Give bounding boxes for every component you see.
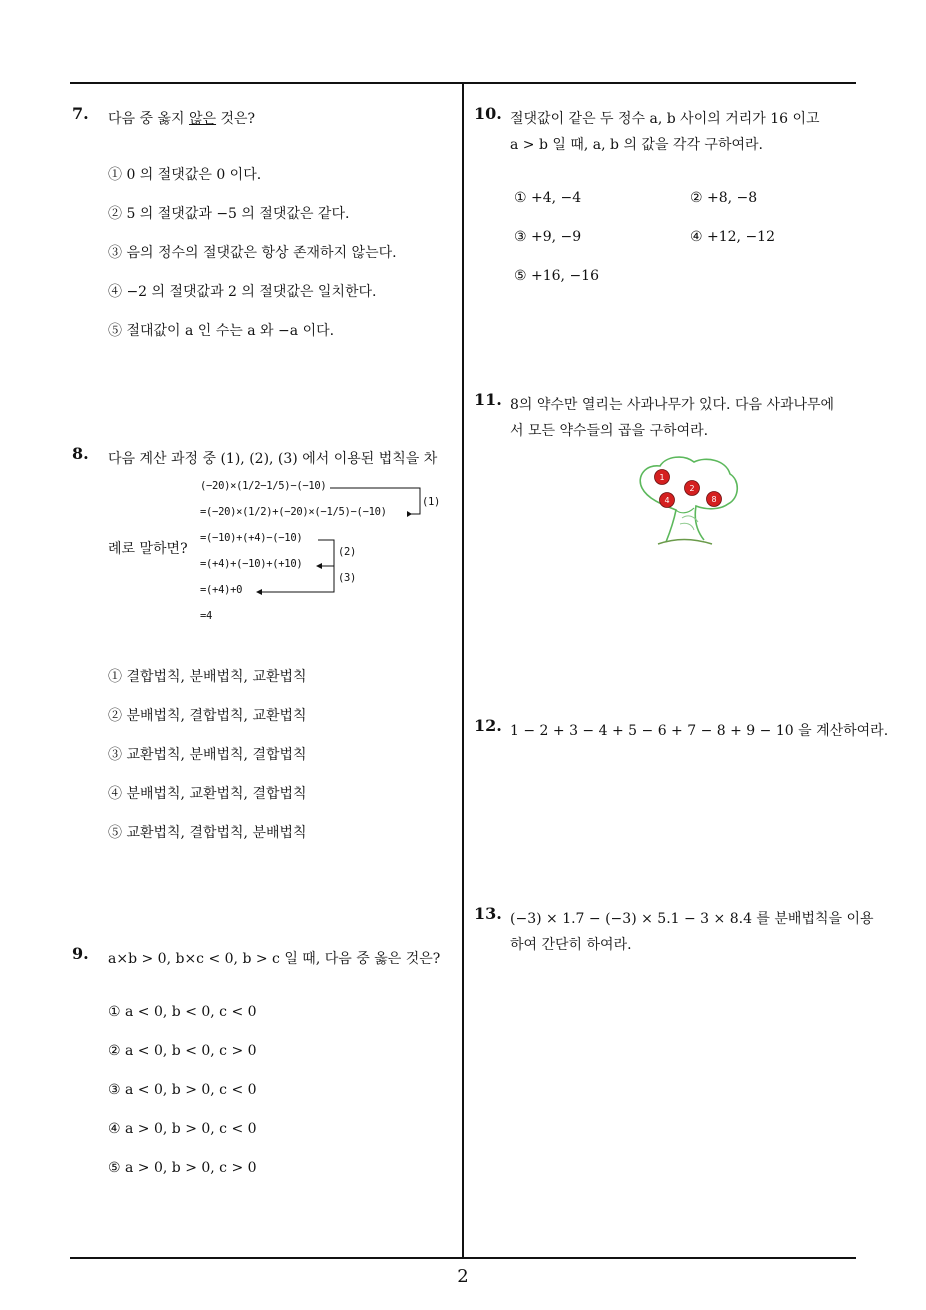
option-4[interactable]: ④ −2 의 절댓값과 2 의 절댓값은 일치한다. — [108, 284, 377, 300]
apple-label-4: 4 — [664, 496, 670, 505]
calc-step-3: =(−10)+(+4)−(−10) — [200, 532, 303, 544]
step-arrows — [72, 444, 456, 644]
option-2[interactable]: ② +8, −8 — [690, 190, 758, 206]
option-2[interactable]: ② 분배법칙, 결합법칙, 교환법칙 — [108, 708, 307, 724]
question-text-line1: (−3) × 1.7 − (−3) × 5.1 − 3 × 8.4 를 분배법칙을 이용 — [510, 911, 874, 927]
option-3[interactable]: ③ 교환법칙, 분배법칙, 결합법칙 — [108, 747, 307, 763]
apple-label-1: 1 — [659, 473, 665, 482]
page-number: 2 — [457, 1266, 469, 1287]
apple-label-2: 2 — [689, 484, 695, 493]
question-8 — [72, 444, 456, 844]
question-text: 1 − 2 + 3 − 4 + 5 − 6 + 7 − 8 + 9 − 10 을 계산하여라. — [510, 723, 889, 739]
apple-label-8: 8 — [711, 495, 717, 504]
question-text-line1: 다음 계산 과정 중 (1), (2), (3) 에서 이용된 법칙을 차 — [108, 451, 438, 467]
calc-step-5: =(+4)+0 — [200, 584, 243, 596]
calc-step-2: =(−20)×(1/2)+(−20)×(−1/5)−(−10) — [200, 506, 387, 518]
option-2[interactable]: ② 5 의 절댓값과 −5 의 절댓값은 같다. — [108, 206, 350, 222]
option-2[interactable]: ② a < 0, b < 0, c > 0 — [108, 1043, 257, 1059]
question-13 — [474, 904, 874, 964]
question-number: 9. — [72, 944, 89, 963]
question-number: 10. — [474, 104, 502, 123]
option-3[interactable]: ③ +9, −9 — [514, 229, 582, 245]
option-3[interactable]: ③ a < 0, b > 0, c < 0 — [108, 1082, 257, 1098]
question-7 — [72, 104, 452, 364]
label-3: (3) — [338, 572, 357, 584]
question-text-line2: 하여 간단히 하여라. — [510, 937, 632, 953]
option-5[interactable]: ⑤ 절대값이 a 인 수는 a 와 −a 이다. — [108, 323, 335, 339]
option-5[interactable]: ⑤ +16, −16 — [514, 268, 599, 284]
label-2: (2) — [338, 546, 357, 558]
option-4[interactable]: ④ a > 0, b > 0, c < 0 — [108, 1121, 257, 1137]
question-text-line2: a > b 일 때, a, b 의 값을 각각 구하여라. — [510, 137, 763, 153]
question-number: 7. — [72, 104, 89, 123]
question-number: 11. — [474, 390, 502, 409]
label-1: (1) — [422, 496, 441, 508]
option-3[interactable]: ③ 음의 정수의 절댓값은 항상 존재하지 않는다. — [108, 245, 397, 261]
option-1[interactable]: ① a < 0, b < 0, c < 0 — [108, 1004, 257, 1020]
apple-tree-image — [636, 458, 746, 548]
option-4[interactable]: ④ +12, −12 — [690, 229, 775, 245]
question-text-line1: 절댓값이 같은 두 정수 a, b 사이의 거리가 16 이고 — [510, 111, 820, 127]
question-text-line1: 8의 약수만 열리는 사과나무가 있다. 다음 사과나무에 — [510, 397, 835, 413]
calc-step-6: =4 — [200, 610, 213, 622]
option-1[interactable]: ① 결합법칙, 분배법칙, 교환법칙 — [108, 669, 307, 685]
option-1[interactable]: ① 0 의 절댓값은 0 이다. — [108, 167, 262, 183]
question-9 — [72, 944, 456, 1184]
option-4[interactable]: ④ 분배법칙, 교환법칙, 결합법칙 — [108, 786, 307, 802]
underlined-word: 않은 — [188, 111, 217, 127]
question-text: 다음 중 옳지 않은 것은? — [108, 111, 256, 127]
calc-step-1: (−20)×(1/2−1/5)−(−10) — [200, 480, 327, 492]
option-5[interactable]: ⑤ a > 0, b > 0, c > 0 — [108, 1160, 257, 1176]
question-12 — [474, 716, 889, 756]
calc-step-4: =(+4)+(−10)+(+10) — [200, 558, 303, 570]
option-5[interactable]: ⑤ 교환법칙, 결합법칙, 분배법칙 — [108, 825, 307, 841]
question-number: 8. — [72, 444, 89, 463]
question-text-line2: 례로 말하면? — [108, 541, 188, 557]
question-10 — [474, 104, 858, 294]
column-divider — [462, 82, 464, 1258]
question-text: a×b > 0, b×c < 0, b > c 일 때, 다음 중 옳은 것은? — [108, 951, 441, 967]
question-number: 12. — [474, 716, 502, 735]
option-1[interactable]: ① +4, −4 — [514, 190, 582, 206]
question-text-line2: 서 모든 약수들의 곱을 구하여라. — [510, 423, 709, 439]
question-number: 13. — [474, 904, 502, 923]
